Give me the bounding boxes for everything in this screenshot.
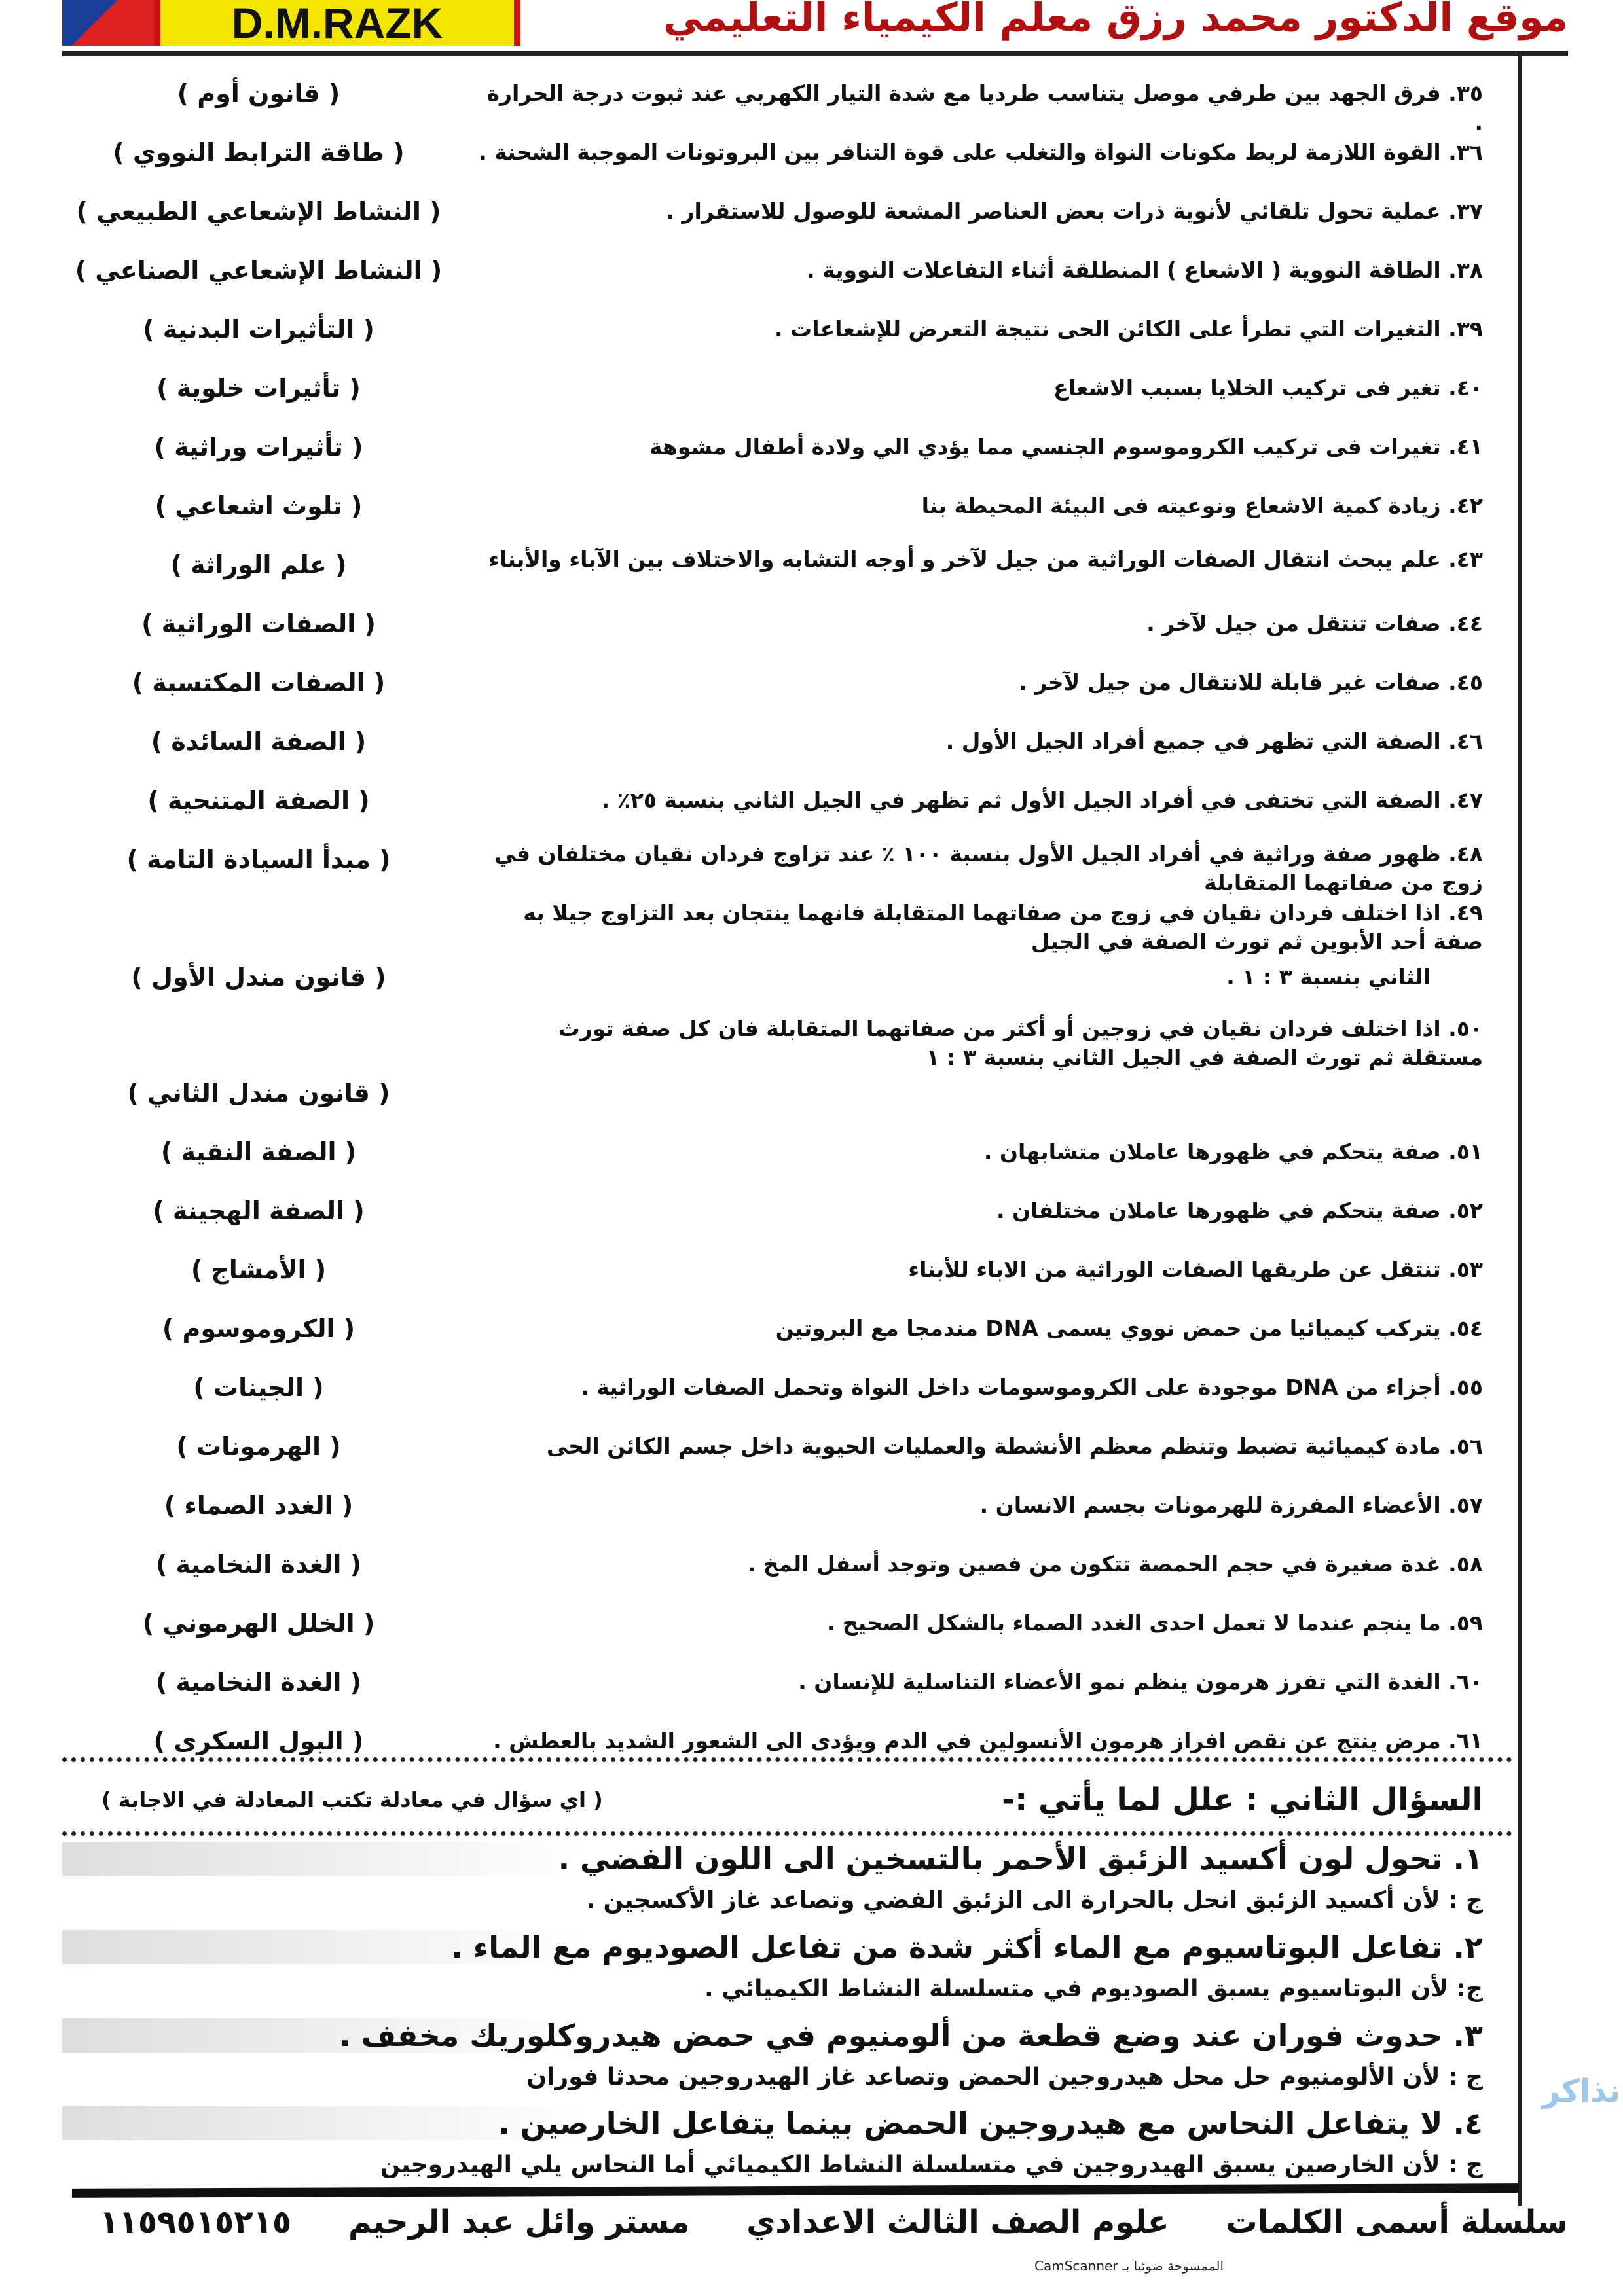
definition-answer: ( تأثيرات خلوية ) (156, 374, 361, 403)
definition-answer: ( الصفات المكتسبة ) (132, 668, 386, 697)
definition-item (62, 1368, 1483, 1414)
definition-answer: ( الغدة النخامية ) (155, 1550, 362, 1579)
definition-answer: ( النشاط الإشعاعي الطبيعي ) (76, 197, 441, 226)
definition-answer: ( الصفة الهجينة ) (153, 1196, 365, 1225)
reason-question (62, 1926, 1483, 1968)
reason-question-text: ١. تحول لون أكسيد الزئبق الأحمر بالتسخين الى اللون الفضي . (558, 1841, 1483, 1876)
definition-item (62, 1427, 1483, 1473)
definition-item (62, 1486, 1483, 1532)
definition-item (62, 1132, 1483, 1178)
definition-text: ٤٦. الصفة التي تظهر في جميع أفراد الجيل الأول . (945, 728, 1483, 754)
definition-item (62, 251, 1483, 296)
definition-text: ٤٥. صفات غير قابلة للانتقال من جيل لآخر . (1019, 670, 1483, 695)
definition-answer: ( قانون مندل الثاني ) (127, 1079, 390, 1107)
scanner-note: الممسوحة ضوئيا بـ CamScanner (1034, 2258, 1224, 2274)
definition-text: ٥٠. اذا اختلف فردان نقيان في زوجين أو أكثر من صفاتهما المتقابلة فان كل صفة تورث مستقلة ثم تورث الصفة في الجيل الثاني بنسبة ٣ : ١ (558, 1016, 1483, 1070)
definition-item (62, 545, 1483, 591)
reason-question-text: ٤. لا يتفاعل النحاس مع هيدروجين الحمض بينما يتفاعل الخارصين . (498, 2106, 1483, 2141)
definition-answer: ( علم الوراثة ) (170, 550, 347, 579)
definition-answer: ( الهرمونات ) (176, 1432, 341, 1461)
definition-text: ٦١. مرض ينتج عن نقص افراز هرمون الأنسولين في الدم ويؤدى الى الشعور الشديد بالعطش . (493, 1728, 1483, 1753)
definition-text: ٤١. تغيرات فى تركيب الكروموسوم الجنسي مما يؤدي الي ولادة أطفال مشوهة (649, 434, 1483, 459)
definition-answer: ( الجينات ) (193, 1373, 324, 1402)
definition-item (62, 1662, 1483, 1708)
definition-text: ٤٧. الصفة التي تختفى في أفراد الجيل الأول ثم تظهر في الجيل الثاني بنسبة ٢٥٪ . (601, 787, 1483, 813)
flag-logo-icon (62, 0, 154, 46)
footer-phone: ١١٥٩٥١٥٢١٥ (100, 2204, 292, 2240)
definition-text: ٥١. صفة يتحكم في ظهورها عاملان متشابهان . (983, 1139, 1483, 1164)
definition-item (62, 368, 1483, 414)
definition-answer: ( مبدأ السيادة التامة ) (126, 845, 391, 874)
reason-answer (62, 1969, 1483, 2009)
footer-subject: علوم الصف الثالث الاعدادي (746, 2204, 1169, 2240)
definition-item (62, 722, 1483, 768)
definition-item (62, 192, 1483, 238)
definition-text: ٥٧. الأعضاء المفرزة للهرمونات بجسم الانسان . (979, 1492, 1483, 1518)
divider (62, 1757, 1512, 1762)
section-2-title: السؤال الثاني : علل لما يأتي :- (1002, 1782, 1483, 1818)
definition-item (62, 840, 1483, 895)
definition-text: ٤٩. اذا اختلف فردان نقيان في زوج من صفاتهما المتقابلة فانهما ينتجان بعد التزاوج جيلا به صفة أحد الأبوين ثم تورث الصفة في الجيل (523, 900, 1483, 954)
definition-item (62, 133, 1483, 179)
page-header (62, 0, 1568, 56)
definition-answer: ( الصفة النقية ) (160, 1138, 357, 1166)
reason-question-text: ٢. تفاعل البوتاسيوم مع الماء أكثر شدة من تفاعل الصوديوم مع الماء . (451, 1929, 1483, 1965)
definition-item (62, 486, 1483, 532)
definition-text-cont: الثاني بنسبة ٣ : ١ . (1226, 964, 1431, 990)
footer (100, 2196, 1568, 2248)
definition-text: ٥٦. مادة كيميائية تضبط وتنظم معظم الأنشطة والعمليات الحيوية داخل جسم الكائن الحى (546, 1433, 1483, 1459)
definition-item (62, 1014, 1483, 1107)
definition-answer: ( الكروموسوم ) (162, 1314, 356, 1343)
definition-item (62, 781, 1483, 827)
definition-text: ٥٩. ما ينجم عندما لا تعمل احدى الغدد الصماء بالشكل الصحيح . (826, 1610, 1483, 1636)
definition-text: ٥٢. صفة يتحكم في ظهورها عاملان مختلفان . (996, 1198, 1483, 1223)
definition-item (62, 1250, 1483, 1296)
definition-answer: ( طاقة الترابط النووي ) (113, 138, 405, 167)
definition-answer: ( تلوث اشعاعي ) (155, 492, 363, 520)
reason-answer (62, 2058, 1483, 2097)
logo: D.M.RAZK (154, 0, 520, 46)
definition-answer: ( قانون أوم ) (177, 79, 340, 108)
definition-answer: ( قانون مندل الأول ) (131, 963, 386, 992)
definition-answer: ( الصفة المتنحية ) (147, 786, 370, 815)
section-2-note: ( اي سؤال في معادلة تكتب المعادلة في الاجابة ) (101, 1787, 603, 1812)
definition-text: ٤٨. ظهور صفة وراثية في أفراد الجيل الأول بنسبة ١٠٠ ٪ عند تزاوج فردان نقيان مختلفان في زوج من صفاتهما المتقابلة (494, 841, 1483, 895)
definition-text: ٣٥. فرق الجهد بين طرفي موصل يتناسب طرديا مع شدة التيار الكهربي عند ثبوت درجة الحرارة . (486, 81, 1483, 135)
definition-text: ٥٣. تنتقل عن طريقها الصفات الوراثية من الاباء للأبناء (908, 1257, 1483, 1282)
definition-answer: ( تأثيرات وراثية ) (154, 433, 363, 461)
reason-answer-text: ج : لأن أكسيد الزئبق انحل بالحرارة الى الزئبق الفضي وتصاعد غاز الأكسجين . (586, 1887, 1483, 1914)
definition-answer: ( الأمشاج ) (191, 1255, 327, 1284)
definition-item (62, 899, 1483, 992)
section-2-header (62, 1777, 1483, 1823)
definition-text: ٣٩. التغيرات التي تطرأ على الكائن الحى نتيجة التعرض للإشعاعات . (775, 316, 1483, 342)
reason-answer-text: ج: لأن البوتاسيوم يسبق الصوديوم في متسلسلة النشاط الكيميائي . (704, 1975, 1483, 2002)
definition-item (62, 604, 1483, 650)
definition-text: ٥٨. غدة صغيرة في حجم الحمصة تتكون من فصين وتوجد أسفل المخ . (747, 1551, 1483, 1577)
definition-item (62, 427, 1483, 473)
watermark-logo: نذاكر (1542, 2073, 1620, 2109)
definition-answer: ( النشاط الإشعاعي الصناعي ) (75, 256, 443, 285)
definition-item (62, 1604, 1483, 1649)
site-title: موقع الدكتور محمد رزق معلم الكيمياء التعليمي (663, 0, 1568, 41)
definition-text: ٤٤. صفات تنتقل من جيل لآخر . (1146, 611, 1483, 636)
reason-answer (62, 2145, 1483, 2185)
definition-text: ٥٤. يتركب كيميائيا من حمض نووي يسمى DNA مندمجا مع البروتين (775, 1316, 1483, 1341)
definition-text: ٥٥. أجزاء من DNA موجودة على الكروموسومات داخل النواة وتحمل الصفات الوراثية . (581, 1374, 1483, 1400)
reason-question (62, 2102, 1483, 2144)
definition-item (62, 74, 1483, 135)
definition-item (62, 663, 1483, 709)
footer-teacher: مستر وائل عبد الرحيم (348, 2204, 690, 2240)
reason-question-text: ٣. حدوث فوران عند وضع قطعة من ألومنيوم في حمض هيدروكلوريك مخفف . (339, 2018, 1483, 2053)
definition-answer: ( التأثيرات البدنية ) (143, 315, 374, 344)
definition-text: ٦٠. الغدة التي تفرز هرمون ينظم نمو الأعضاء التناسلية للإنسان . (798, 1669, 1483, 1695)
definition-text: ٤٣. علم يبحث انتقال الصفات الوراثية من جيل لآخر و أوجه التشابه والاختلاف بين الآباء والأبناء (488, 547, 1483, 572)
reason-answer-text: ج : لأن الخارصين يسبق الهيدروجين في متسلسلة النشاط الكيميائي أما النحاس يلي الهيدروجين (380, 2151, 1483, 2178)
reason-answer-text: ج : لأن الألومنيوم حل محل هيدروجين الحمض وتصاعد غاز الهيدروجين محدثا فوران (526, 2064, 1483, 2090)
reason-question (62, 1838, 1483, 1880)
reason-question (62, 2015, 1483, 2056)
definition-item (62, 1191, 1483, 1237)
definition-text: ٤٢. زيادة كمية الاشعاع ونوعيته فى البيئة المحيطة بنا (921, 493, 1483, 518)
definition-answer: ( الغدد الصماء ) (164, 1491, 354, 1520)
footer-series: سلسلة أسمى الكلمات (1226, 2204, 1568, 2240)
definition-text: ٣٧. عملية تحول تلقائي لأنوية ذرات بعض العناصر المشعة للوصول للاستقرار . (666, 198, 1483, 224)
definition-answer: ( الصفة السائدة ) (151, 727, 367, 756)
definition-item (62, 310, 1483, 355)
divider (62, 1831, 1512, 1836)
definition-answer: ( الخلل الهرموني ) (142, 1609, 375, 1638)
frame-border (1518, 52, 1522, 2206)
definition-answer: ( البول السكرى ) (153, 1727, 364, 1755)
definition-text: ٣٨. الطاقة النووية ( الاشعاع ) المنطلقة أثناء التفاعلات النووية . (807, 257, 1483, 283)
definition-answer: ( الغدة النخامية ) (155, 1668, 362, 1696)
definition-item (62, 1309, 1483, 1355)
definition-text: ٤٠. تغير فى تركيب الخلايا بسبب الاشعاع (1053, 375, 1483, 401)
reason-answer (62, 1881, 1483, 1920)
definition-item (62, 1545, 1483, 1590)
definition-answer: ( الصفات الوراثية ) (141, 609, 376, 638)
definition-text: ٣٦. القوة اللازمة لربط مكونات النواة والتغلب على قوة التنافر بين البروتونات الموجبة الشحنة . (479, 139, 1483, 165)
